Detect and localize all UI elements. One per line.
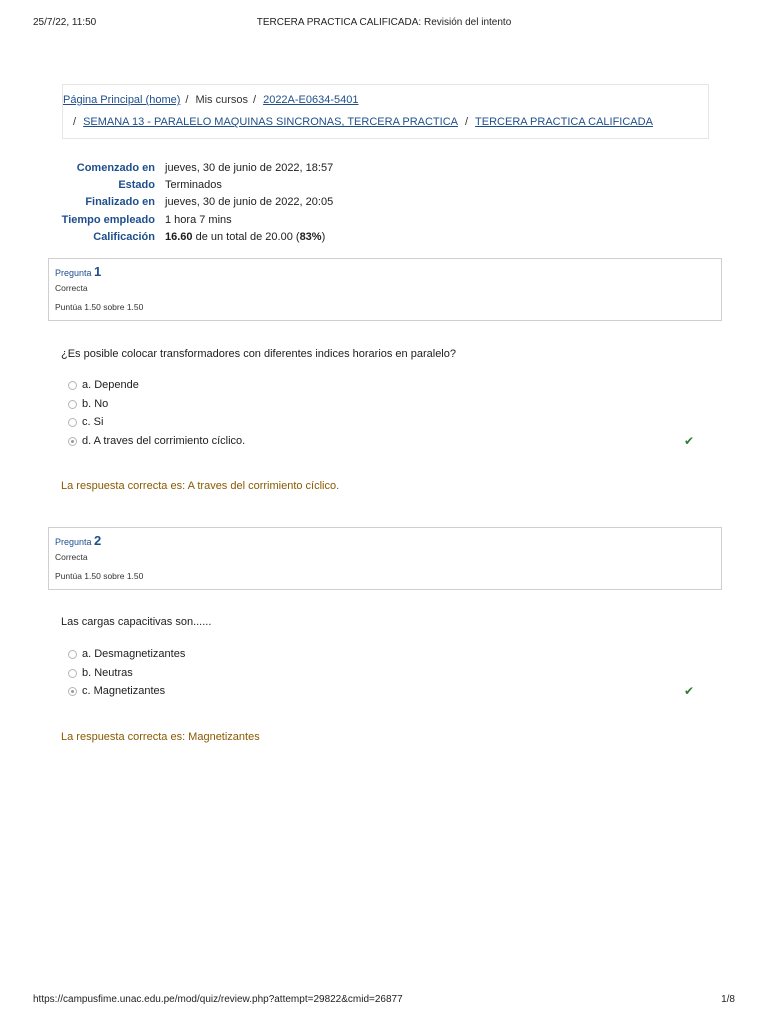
correct-answer-feedback-2: La respuesta correcta es: Magnetizantes	[61, 731, 260, 743]
grade-percent: 83%	[299, 230, 322, 243]
page-number: 1/8	[721, 994, 735, 1005]
breadcrumb-separator: /	[253, 94, 257, 106]
breadcrumb-separator: /	[73, 116, 77, 128]
question-grade: Puntúa 1.50 sobre 1.50	[55, 571, 144, 581]
state-label: Estado	[118, 179, 155, 192]
question-prefix: Pregunta	[55, 268, 95, 278]
answer-label: b. Neutras	[82, 666, 133, 679]
radio-button[interactable]	[68, 669, 77, 678]
breadcrumb	[62, 84, 709, 139]
radio-button[interactable]	[68, 381, 77, 390]
question-number-value: 1	[94, 264, 102, 279]
question-prefix: Pregunta	[55, 537, 95, 547]
question-state: Correcta	[55, 552, 88, 562]
check-icon: ✔	[683, 684, 694, 699]
radio-button[interactable]	[68, 650, 77, 659]
answer-label: a. Depende	[82, 379, 139, 391]
time-value: 1 hora 7 mins	[165, 213, 232, 226]
answer-label: c. Si	[82, 416, 104, 429]
page-url: https://campusfime.unac.edu.pe/mod/quiz/review.php?attempt=29822&cmid=26877	[33, 994, 403, 1005]
question-number-value: 2	[94, 533, 102, 548]
breadcrumb-section-link[interactable]: SEMANA 13 - PARALELO MAQUINAS SINCRONAS, TERCERA PRACTICA	[83, 116, 458, 128]
question-info-2	[48, 527, 722, 590]
finished-label: Finalizado en	[85, 196, 155, 209]
answer-label: b. No	[82, 397, 109, 410]
correct-answer-feedback-1: La respuesta correcta es: A traves del corrimiento cíclico.	[61, 480, 340, 492]
radio-button-checked[interactable]	[68, 687, 77, 696]
grade-close: )	[321, 230, 326, 243]
answer-label: a. Desmagnetizantes	[82, 648, 186, 660]
question-grade: Puntúa 1.50 sobre 1.50	[55, 302, 144, 312]
print-title: TERCERA PRACTICA CALIFICADA: Revisión del intento	[256, 17, 512, 28]
answer-label: d. A traves del corrimiento cíclico.	[82, 434, 246, 447]
print-date: 25/7/22, 11:50	[33, 17, 97, 28]
question-number	[55, 533, 101, 548]
started-label: Comenzado en	[76, 162, 155, 174]
grade-score: 16.60	[165, 230, 193, 243]
question-number	[55, 264, 101, 279]
radio-button[interactable]	[68, 418, 77, 427]
grade-total: de un total de 20.00 (	[192, 230, 300, 243]
breadcrumb-my-courses: Mis cursos	[195, 94, 249, 106]
breadcrumb-row-1	[63, 94, 359, 106]
breadcrumb-quiz-link[interactable]: TERCERA PRACTICA CALIFICADA	[475, 116, 653, 128]
question-state: Correcta	[55, 283, 88, 293]
check-icon: ✔	[683, 433, 694, 448]
grade-value	[165, 231, 325, 243]
time-label: Tiempo empleado	[61, 213, 155, 226]
question-text-2: Las cargas capacitivas son......	[61, 616, 212, 628]
radio-button[interactable]	[68, 400, 77, 409]
print-header	[33, 17, 735, 31]
breadcrumb-separator: /	[185, 94, 189, 106]
question-info-1	[48, 258, 722, 321]
grade-label: Calificación	[93, 230, 155, 243]
finished-value: jueves, 30 de junio de 2022, 20:05	[165, 196, 334, 209]
question-text-1: ¿Es posible colocar transformadores con diferentes indices horarios en paralelo?	[61, 348, 456, 360]
answer-label: c. Magnetizantes	[82, 685, 166, 698]
breadcrumb-separator: /	[464, 116, 469, 128]
breadcrumb-home-link[interactable]: Página Principal (home)	[63, 94, 181, 106]
breadcrumb-course-link[interactable]: 2022A-E0634-5401	[263, 94, 359, 106]
started-value: jueves, 30 de junio de 2022, 18:57	[165, 162, 334, 174]
radio-button-checked[interactable]	[68, 437, 77, 446]
breadcrumb-row-2	[68, 116, 653, 128]
state-value: Terminados	[165, 179, 222, 192]
